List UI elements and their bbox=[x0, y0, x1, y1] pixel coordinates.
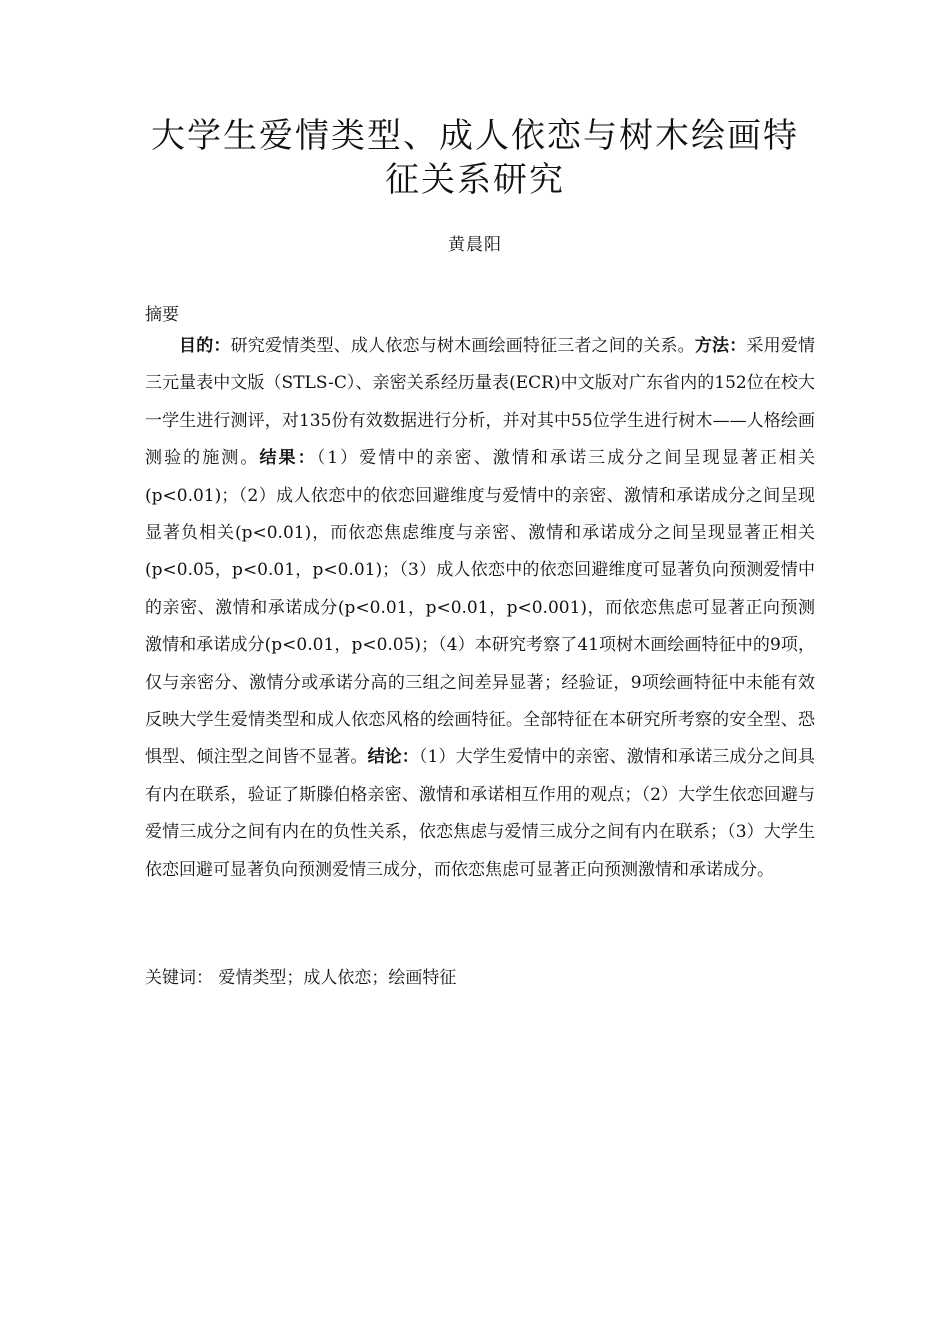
author-name: 黄晨阳 bbox=[448, 235, 502, 255]
method-label: 方法： bbox=[694, 336, 747, 356]
keywords-text: 爱情类型；成人依恋；绘画特征 bbox=[218, 968, 457, 988]
conclusion-text: （1）大学生爱情中的亲密、激情和承诺三成分之间具有内在联系，验证了斯滕伯格亲密、激情和承诺相互作用的观点；（2）大学生依恋回避与爱情三成分之间有内在的负性关系，依恋焦虑与爱情三成分之间有内在联系；（3）大学生依恋回避可显著负向预测爱情三成分，而依恋焦虑可显著正向预测激情和承诺成分。 bbox=[145, 747, 815, 880]
keywords-line bbox=[145, 963, 815, 993]
method-text: 采用爱情三元量表中文版（STLS-C）、亲密关系经历量表(ECR)中文版对广东省内的152位在校大一学生进行测评，对135份有效数据进行分析，并对其中55位学生进行树木——人格绘画测验的施测。 bbox=[145, 336, 816, 469]
title-line-2: 征关系研究 bbox=[385, 160, 565, 200]
abstract-heading: 摘要 bbox=[145, 305, 179, 325]
conclusion-label: 结论： bbox=[367, 747, 419, 768]
results-text: （1）爱情中的亲密、激情和承诺三成分之间呈现显著正相关(p<0.01)；（2）成人依恋中的依恋回避维度与爱情中的亲密、激情和承诺成分之间呈现显著负相关(p<0.01)，而依恋焦虑维度与亲密、激情和承诺成分之间呈现显著正相关(p<0.05，p<0.01，p<0.01)；（3）成人依恋中的依恋回避维度可显著负向预测爱情中的亲密、激情和承诺成分(p<0.01，p<0.01，p<0.001)，而依恋焦虑可显著正向预测激情和承诺成分(p<0.01，p<0.05)；（4）本研究考察了41项树木画绘画特征中的9项，仅与亲密分、激情分或承诺分高的三组之间差异显著；经验证，9项绘画特征中未能有效反映大学生爱情类型和成人依恋风格的绘画特征。全部特征在本研究所考察的安全型、恐惧型、倾注型之间皆不显著。 bbox=[145, 448, 816, 768]
results-label: 结果： bbox=[259, 448, 317, 469]
paper-title bbox=[120, 114, 830, 202]
keywords-label: 关键词： bbox=[145, 968, 213, 988]
purpose-text: 研究爱情类型、成人依恋与树木画绘画特征三者之间的关系。 bbox=[230, 336, 695, 356]
abstract-body bbox=[145, 328, 815, 889]
title-line-1: 大学生爱情类型、成人依恋与树木绘画特 bbox=[151, 116, 799, 156]
purpose-label: 目的： bbox=[179, 336, 231, 356]
